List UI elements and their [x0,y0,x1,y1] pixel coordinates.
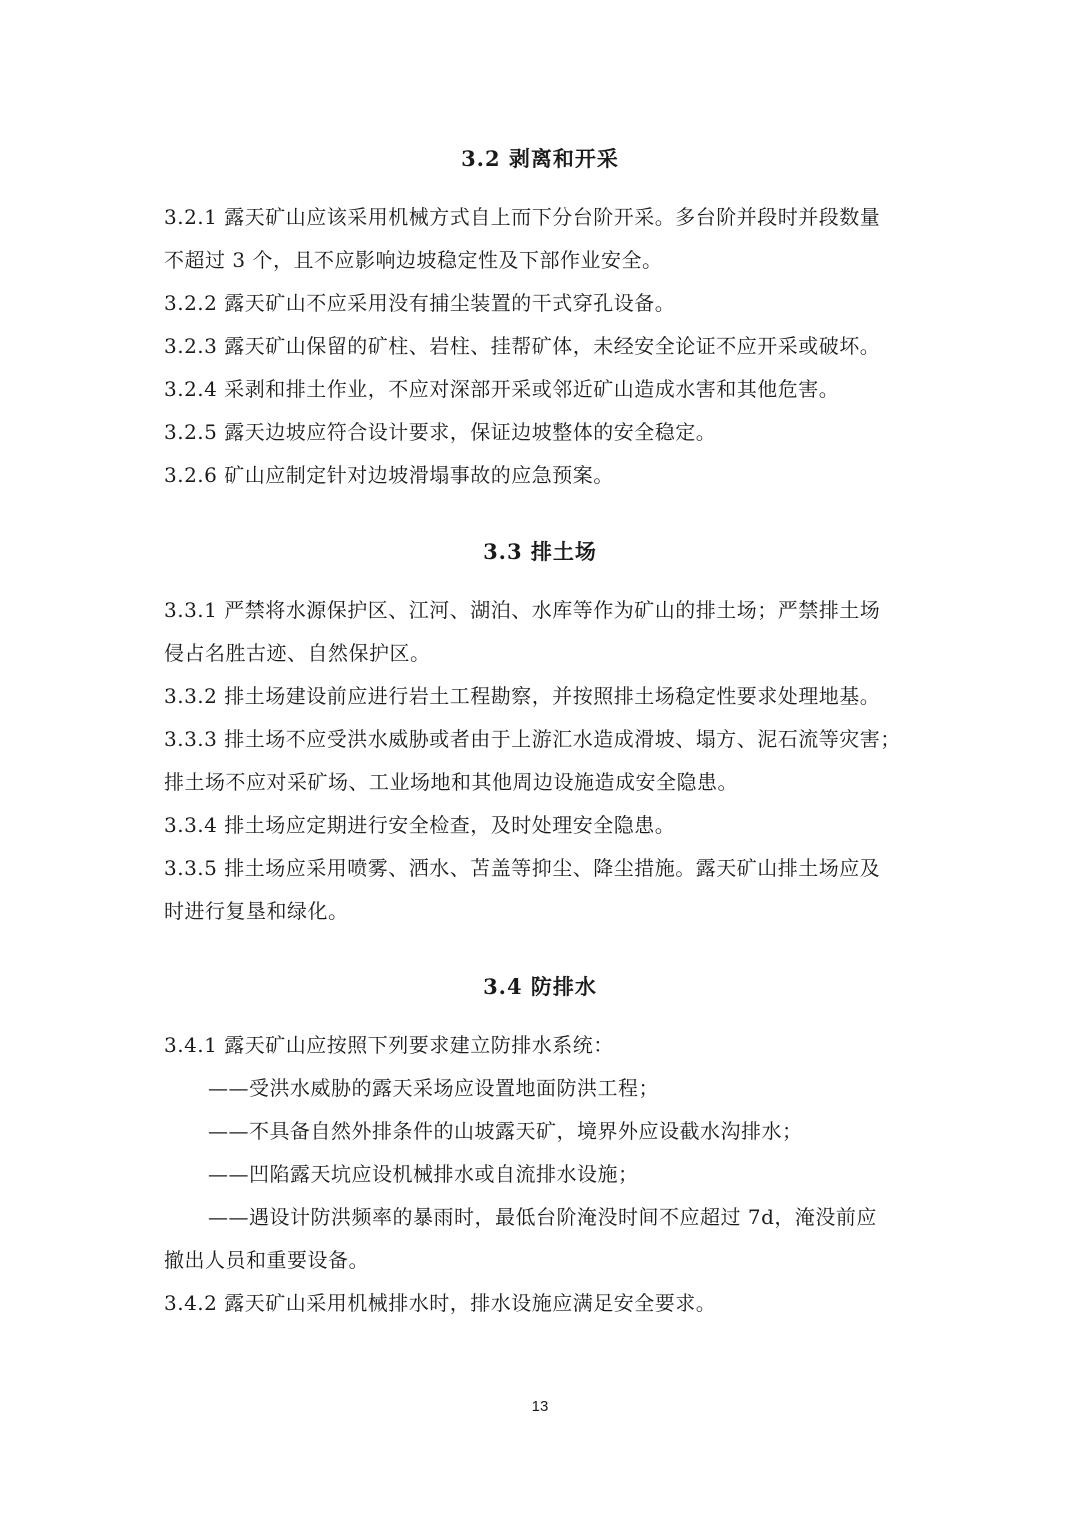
section-heading: 3.3 排土场 [483,539,597,564]
paragraph-line: 不超过 3 个，且不应影响边坡稳定性及下部作业安全。 [164,248,663,272]
paragraph-line: 撤出人员和重要设备。 [164,1248,369,1272]
paragraph-line: 时进行复垦和绿化。 [164,899,349,923]
paragraph-line: 3.3.1 严禁将水源保护区、江河、湖泊、水库等作为矿山的排土场；严禁排土场 [164,598,881,622]
section-heading: 3.2 剥离和开采 [461,146,619,171]
list-item: ——不具备自然外排条件的山坡露天矿，境界外应设截水沟排水； [208,1119,803,1143]
paragraph-line: 3.2.4 采剥和排土作业，不应对深部开采或邻近矿山造成水害和其他危害。 [164,377,840,401]
paragraph-line: 3.2.5 露天边坡应符合设计要求，保证边坡整体的安全稳定。 [164,420,717,444]
paragraph-line: 侵占名胜古迹、自然保护区。 [164,641,431,665]
page-number: 13 [531,1398,549,1415]
list-item: ——受洪水威胁的露天采场应设置地面防洪工程； [208,1076,659,1100]
paragraph-line: 3.3.2 排土场建设前应进行岩土工程勘察，并按照排土场稳定性要求处理地基。 [164,684,881,708]
section-body [164,196,924,497]
paragraph-line: 3.2.6 矿山应制定针对边坡滑塌事故的应急预案。 [164,463,614,487]
list-item: ——凹陷露天坑应设机械排水或自流排水设施； [208,1162,639,1186]
section-body [164,1024,924,1325]
paragraph-line: 排土场不应对采矿场、工业场地和其他周边设施造成安全隐患。 [164,770,738,794]
paragraph-line: 3.4.2 露天矿山采用机械排水时，排水设施应满足安全要求。 [164,1291,717,1315]
section-body [164,589,924,933]
paragraph-line: 3.3.3 排土场不应受洪水威胁或者由于上游汇水造成滑坡、塌方、泥石流等灾害； [164,727,901,751]
paragraph-line: 3.2.1 露天矿山应该采用机械方式自上而下分台阶开采。多台阶并段时并段数量 [164,205,881,229]
section-heading: 3.4 防排水 [483,974,597,999]
paragraph-line: 3.3.4 排土场应定期进行安全检查，及时处理安全隐患。 [164,813,676,837]
paragraph-line: 3.2.3 露天矿山保留的矿柱、岩柱、挂帮矿体，未经安全论证不应开采或破坏。 [164,334,881,358]
paragraph-line: 3.2.2 露天矿山不应采用没有捕尘装置的干式穿孔设备。 [164,291,676,315]
list-item: ——遇设计防洪频率的暴雨时，最低台阶淹没时间不应超过 7d，淹没前应 [208,1205,877,1229]
paragraph-line: 3.4.1 露天矿山应按照下列要求建立防排水系统： [164,1033,614,1057]
paragraph-line: 3.3.5 排土场应采用喷雾、洒水、苫盖等抑尘、降尘措施。露天矿山排土场应及 [164,856,881,880]
